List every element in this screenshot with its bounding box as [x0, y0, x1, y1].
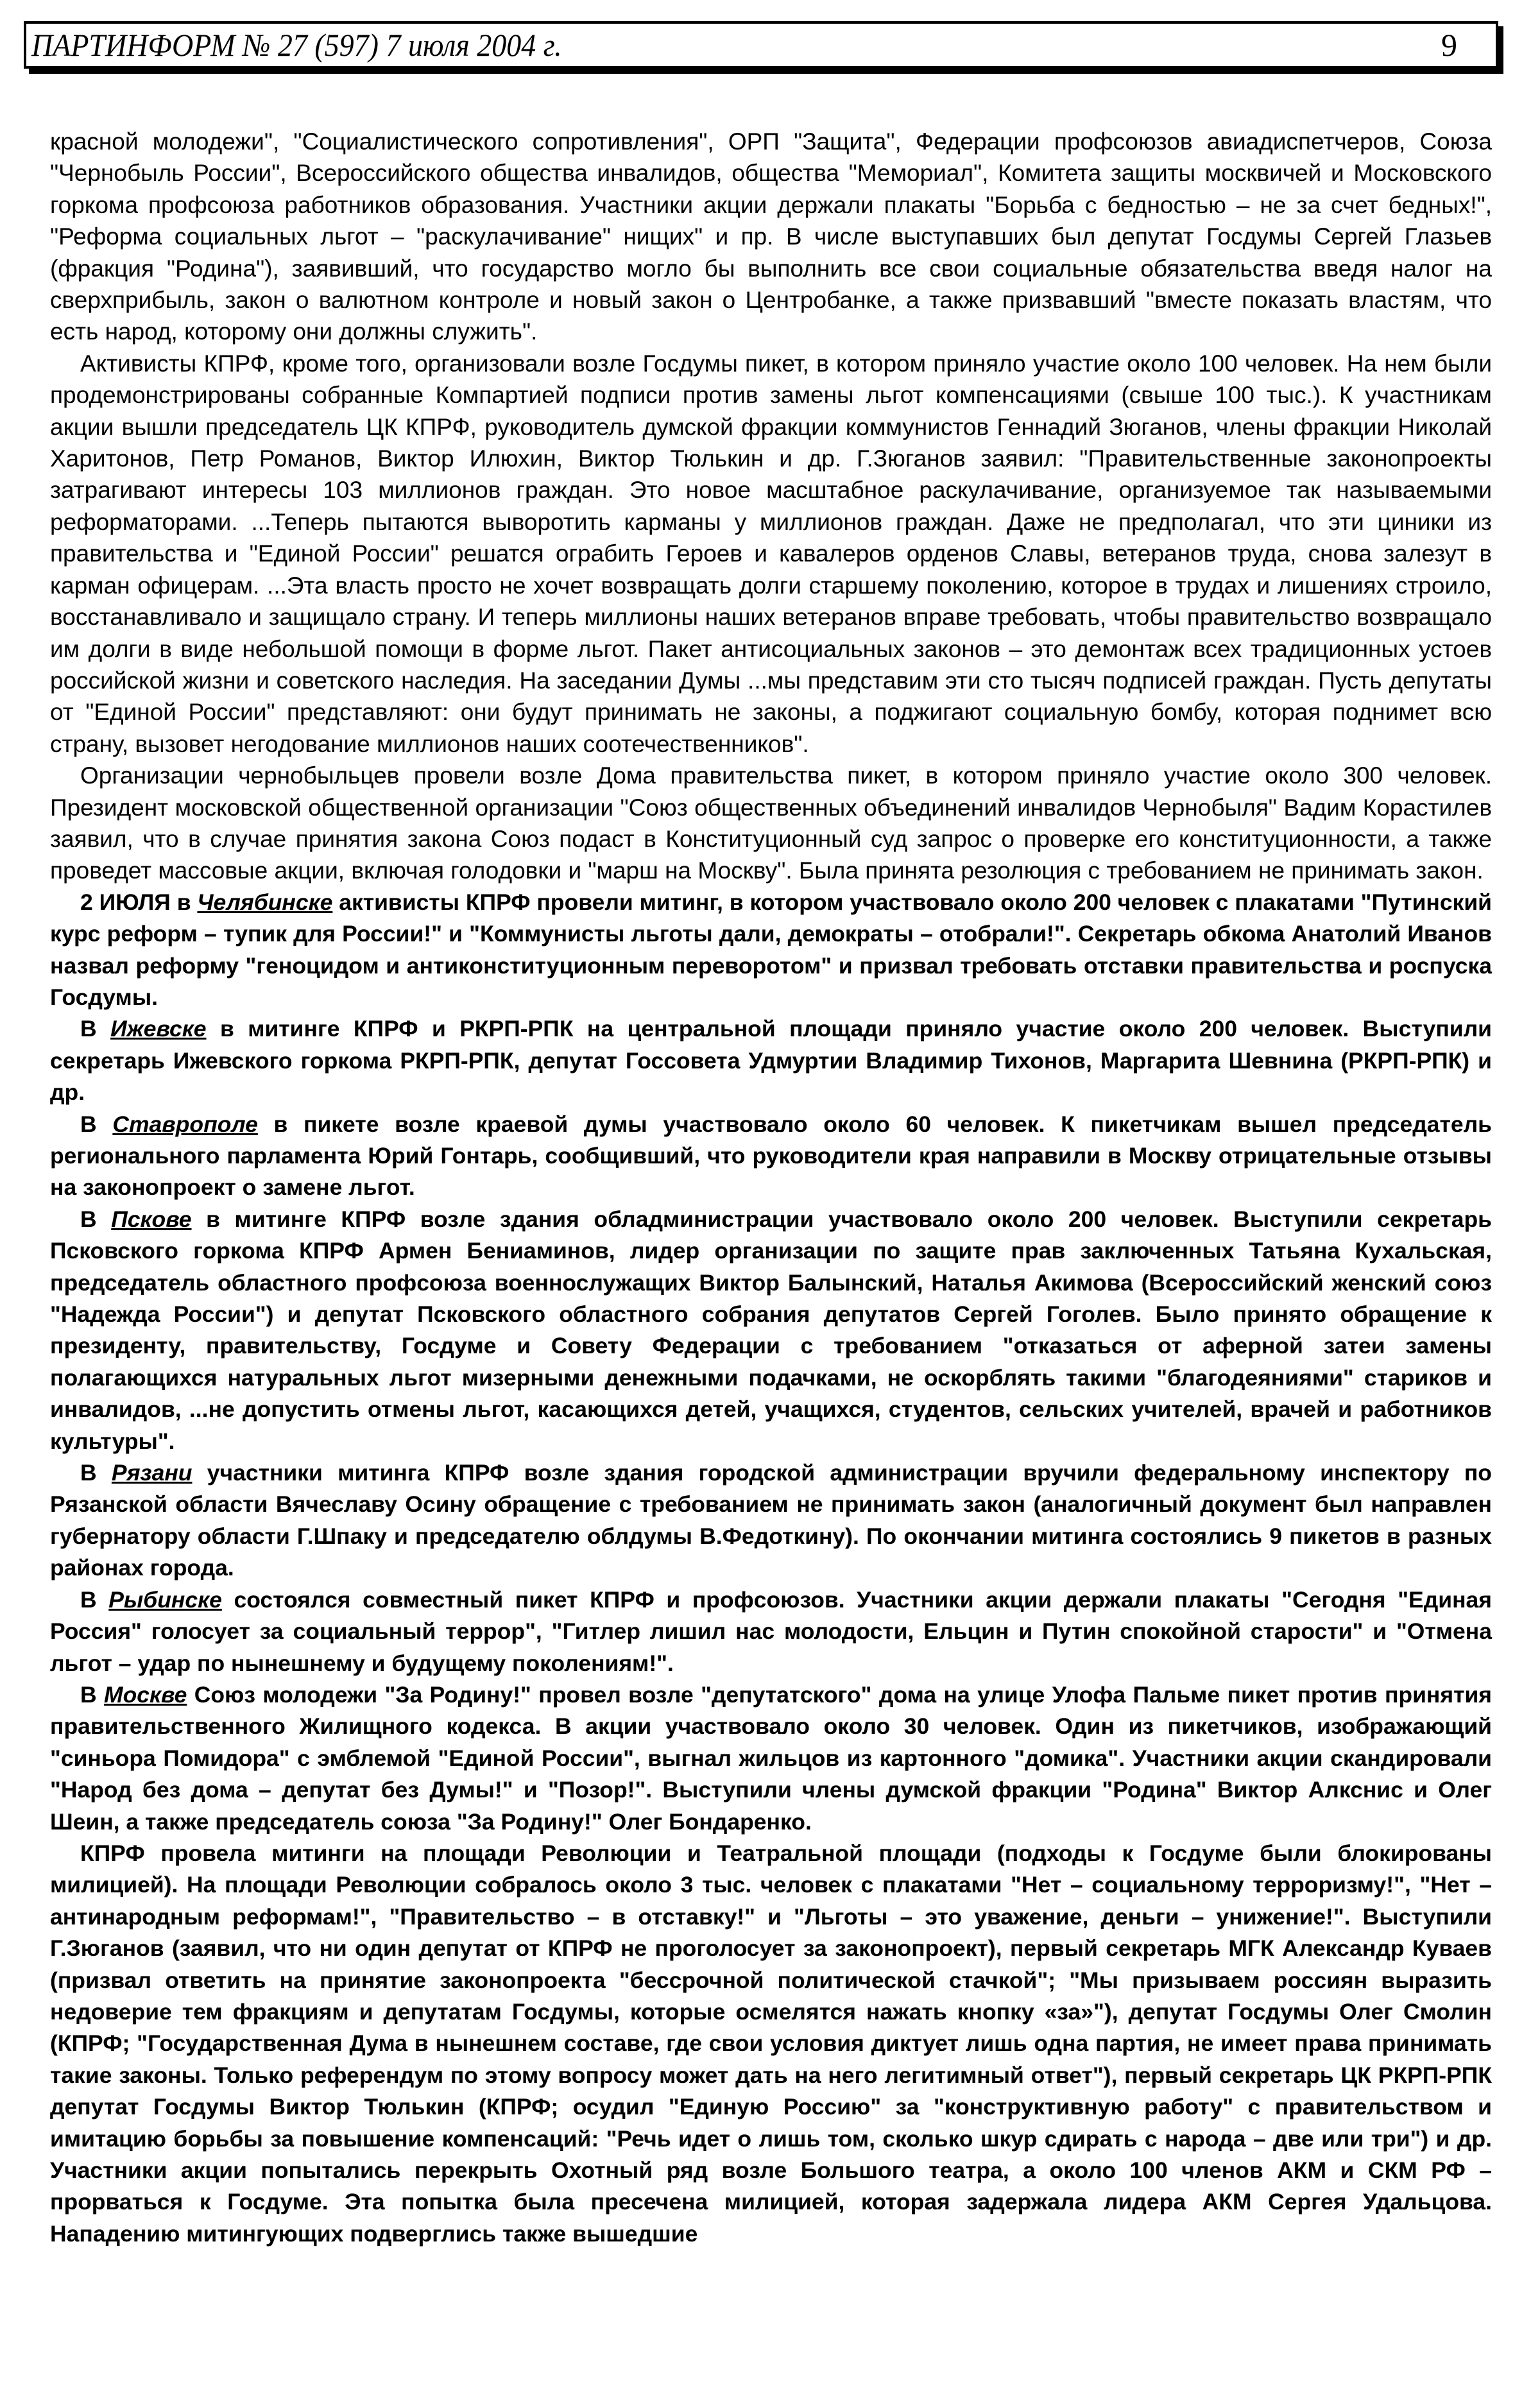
page-number: 9	[1441, 27, 1457, 63]
paragraph-izhevsk	[50, 1013, 1492, 1108]
city-name: Рыбинске	[108, 1586, 222, 1613]
publication-title: ПАРТИНФОРМ № 27 (597) 7 июля 2004 г.	[31, 27, 562, 63]
text: состоялся совместный пикет КПРФ и профсоюзов. Участники акции держали плакаты "Сегодня "Единая Россия" голосует за социальный террор", "Гитлер лишил нас молодости, Ельцин и Путин спокойной старости" и "Отмена льгот – удар по нынешнему и будущему поколениям!".	[50, 1586, 1492, 1676]
lead: В	[80, 1586, 109, 1613]
city-name: Челябинске	[197, 889, 333, 915]
lead: В	[80, 1206, 112, 1232]
paragraph: красной молодежи", "Социалистического сопротивления", ОРП "Защита", Федерации профсоюзов авиадиспетчеров, Союза "Чернобыль России", Всероссийского общества инвалидов, общества "Мемориал", Комитета защиты москвичей и Московского горкома профсоюза работников образования. Участники акции держали плакаты "Борьба с бедностью – не за счет бедных!", "Реформа социальных льгот – "раскулачивание" нищих" и пр. В числе выступавших был депутат Госдумы Сергей Глазьев (фракция "Родина"), заявивший, что государство могло бы выполнить все свои социальные обязательства введя налог на сверхприбыль, закон о валютном контроле и новый закон о Центробанке, а также призвавший "вместе показать властям, что есть народ, которому они должны служить".	[50, 128, 1492, 345]
paragraph-moscow	[50, 1679, 1492, 1838]
paragraph: Активисты КПРФ, кроме того, организовали возле Госдумы пикет, в котором приняло участие около 100 человек. На нем были продемонстрированы собранные Компартией подписи против замены льгот компенсациями (свыше 100 тыс.). К участникам акции вышли председатель ЦК КПРФ, руководитель думской фракции коммунистов Геннадий Зюганов, члены фракции Николай Харитонов, Петр Романов, Виктор Илюхин, Виктор Тюлькин и др. Г.Зюганов заявил: "Правительственные законопроекты затрагивают интересы 103 миллионов граждан. Это новое масштабное раскулачивание, организуемое так называемыми реформаторами. ...Теперь пытаются выворотить карманы у миллионов граждан. Даже не предполагал, что эти циники из правительства и "Единой России" решатся ограбить Героев и кавалеров орденов Славы, ветеранов труда, снова залезут в карман офицерам. ...Эта власть просто не хочет возвращать долги старшему поколению, которое в трудах и лишениях строило, восстанавливало и защищало страну. И теперь миллионы наших ветеранов вправе требовать, чтобы правительство возвращало им долги в виде небольшой помощи в форме льгот. Пакет антисоциальных законов – это демонтаж всех традиционных устоев российской жизни и советского наследия. На заседании Думы ...мы представим эти сто тысяч подписей граждан. Пусть депутаты от "Единой России" представляют: они будут принимать не законы, а поджигают социальную бомбу, которая поднимет всю страну, вызовет негодование миллионов наших соотечественников".	[50, 350, 1492, 757]
text: активисты КПРФ провели митинг, в котором участвовало около 200 человек с плакатами "Путинский курс реформ – тупик для России!" и "Коммунисты льготы дали, демократы – отобрали!". Секретарь обкома Анатолий Иванов назвал реформу "геноцидом и антиконституционным переворотом" и призвал требовать отставки правительства и роспуска Госдумы.	[50, 889, 1492, 1010]
city-name: Рязани	[111, 1460, 193, 1486]
lead: В	[80, 1111, 113, 1137]
lead: В	[80, 1460, 112, 1486]
lead: В	[80, 1016, 111, 1042]
paragraph-stavropol	[50, 1109, 1492, 1204]
page-header	[24, 21, 1498, 69]
paragraph-rybinsk	[50, 1584, 1492, 1679]
text: в митинге КПРФ и РКРП-РПК на центральной площади приняло участие около 200 человек. Выступили секретарь Ижевского горкома РКРП-РПК, депутат Госсовета Удмуртии Владимир Тихонов, Маргарита Шевнина (РКРП-РПК) и др.	[50, 1016, 1492, 1106]
paragraph-chelyabinsk	[50, 887, 1492, 1014]
text: в пикете возле краевой думы участвовало около 60 человек. К пикетчикам вышел председатель регионального парламента Юрий Гонтарь, сообщивший, что руководители края направили в Москву отрицательные отзывы на законопроект о замене льгот.	[50, 1111, 1492, 1201]
text: участники митинга КПРФ возле здания городской администрации вручили федеральному инспектору по Рязанской области Вячеславу Осину обращение с требованием не принимать закон (аналогичный документ был направлен губернатору области Г.Шпаку и председателю облдумы В.Федоткину). По окончании митинга состоялись 9 пикетов в разных районах города.	[50, 1460, 1492, 1581]
lead: 2 ИЮЛЯ в	[80, 889, 198, 915]
city-name: Пскове	[111, 1206, 192, 1232]
city-name: Ставрополе	[112, 1111, 258, 1137]
city-name: Москве	[104, 1681, 187, 1708]
paragraph-ryazan	[50, 1457, 1492, 1584]
city-name: Ижевске	[110, 1016, 207, 1042]
text: в митинге КПРФ возле здания обладминистрации участвовало около 200 человек. Выступили секретарь Псковского горкома КПРФ Армен Бениаминов, лидер организации по защите прав заключенных Татьяна Кухальская, председатель областного профсоюза военнослужащих Виктор Балынский, Наталья Акимова (Всероссийский женский союз "Надежда России") и депутат Псковского областного собрания депутатов Сергей Гоголев. Было принято обращение к президенту, правительству, Госдуме и Совету Федерации с требованием "отказаться от аферной затеи замены полагающихся натуральных льгот мизерными денежными подачками, не оскорблять такими "благодеяниями" стариков и инвалидов, ...не допустить отмены льгот, касающихся детей, учащихся, студентов, сельских учителей, врачей и работников культуры".	[50, 1206, 1492, 1454]
paragraph-pskov	[50, 1204, 1492, 1457]
paragraph: Организации чернобыльцев провели возле Дома правительства пикет, в котором приняло участие около 300 человек. Президент московской общественной организации "Союз общественных объединений инвалидов Чернобыля" Вадим Корастилев заявил, что в случае принятия закона Союз подаст в Конституционный суд запрос о проверке его конституционности, а также проведет массовые акции, включая голодовки и "марш на Москву". Была принята резолюция с требованием не принимать закон.	[50, 762, 1492, 884]
article-body	[50, 126, 1492, 2250]
text: Союз молодежи "За Родину!" провел возле "депутатского" дома на улице Улофа Пальме пикет против принятия правительственного Жилищного кодекса. В акции участвовало около 30 человек. Один из пикетчиков, изображающий "синьора Помидора" с эмблемой "Единой России", выгнал жильцов из картонного "домика". Участники акции скандировали "Народ без дома – депутат без Думы!" и "Позор!". Выступили члены думской фракции "Родина" Виктор Алкснис и Олег Шеин, а также председатель союза "За Родину!" Олег Бондаренко.	[50, 1681, 1492, 1835]
paragraph-kprf-rallies: КПРФ провела митинги на площади Революции и Театральной площади (подходы к Госдуме были блокированы милицией). На площади Революции собралось около 3 тыс. человек с плакатами "Нет – социальному терроризму!", "Нет – антинародным реформам!", "Правительство – в отставку!" и "Льготы – это уважение, деньги – унижение!". Выступили Г.Зюганов (заявил, что ни один депутат от КПРФ не проголосует за законопроект), первый секретарь МГК Александр Куваев (призвал ответить на принятие законопроекта "бессрочной политической стачкой"; "Мы призываем россиян выразить недоверие тем фракциям и депутатам Госдумы, которые осмелятся нажать кнопку «за»"), депутат Госдумы Олег Смолин (КПРФ; "Государственная Дума в нынешнем составе, где свои условия диктует лишь одна партия, не имеет права принимать такие законы. Только референдум по этому вопросу может дать на него легитимный ответ"), первый секретарь ЦК РКРП-РПК депутат Госдумы Виктор Тюлькин (КПРФ; осудил "Единую Россию" за "конструктивную работу" с правительством и имитацию борьбы за повышение компенсаций: "Речь идет о лишь том, сколько шкур сдирать с народа – две или три") и др. Участники акции попытались перекрыть Охотный ряд возле Большого театра, а около 100 членов АКМ и СКМ РФ – прорваться к Госдуме. Эта попытка была пресечена милицией, которая задержала лидера АКМ Сергея Удальцова. Нападению митингующих подверглись также вышедшие	[50, 1840, 1492, 2247]
lead: В	[80, 1681, 105, 1708]
